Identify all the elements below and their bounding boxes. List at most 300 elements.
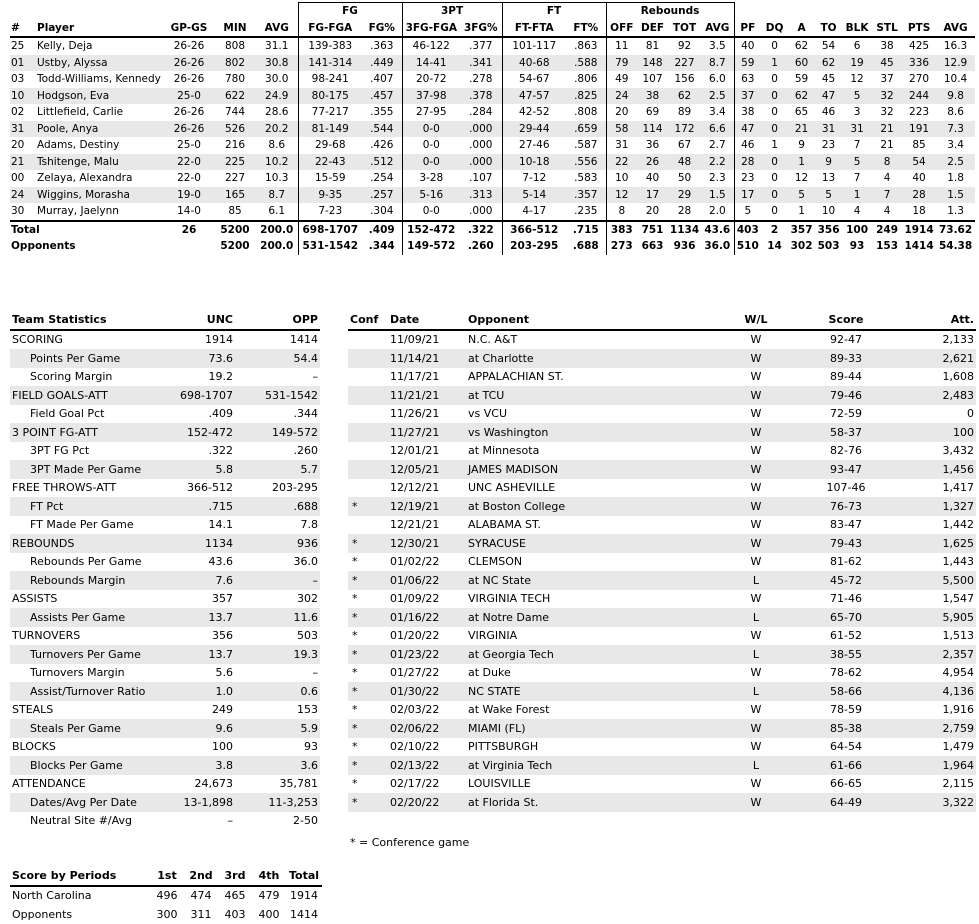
group-header: FG: [298, 3, 402, 20]
stat-cell: .304: [370, 205, 394, 217]
opponent-name: at Charlotte: [468, 351, 534, 365]
attendance: 5,905: [942, 610, 974, 624]
stat-cell: 12: [850, 73, 864, 85]
stat-cell: 4: [883, 172, 891, 184]
stat-cell: .344: [368, 240, 395, 252]
player-row: [10, 154, 975, 171]
stat-cell: 79: [606, 55, 637, 72]
stat-cell: 356: [815, 221, 842, 239]
stat-cell: 6.0: [708, 73, 726, 85]
stat-cell: 92: [677, 40, 692, 52]
conf-flag: *: [352, 536, 358, 550]
stat-cell: 5: [853, 89, 861, 102]
stat-label: SCORING: [12, 333, 63, 346]
stat-label: Assist/Turnover Ratio: [30, 684, 146, 698]
unc-value: 14.1: [208, 518, 233, 531]
stat-label: FREE THROWS-ATT: [12, 481, 117, 494]
column-header: Total: [286, 866, 322, 886]
stat-label: Dates/Avg Per Date: [30, 795, 137, 809]
stat-cell: 744: [224, 106, 246, 118]
stat-cell: 302: [790, 240, 813, 252]
attendance: 1,442: [942, 518, 974, 531]
stat-cell: 20: [606, 104, 637, 121]
stat-cell: 751: [637, 221, 668, 239]
column-header: 3FG%: [460, 20, 502, 38]
conf-flag: *: [352, 666, 358, 679]
stat-cell: 227: [224, 172, 246, 184]
stat-cell: 3: [853, 106, 861, 118]
game-score: 83-47: [830, 518, 862, 531]
player-row: [10, 104, 975, 121]
stat-cell: 9.8: [947, 89, 964, 102]
game-date: 11/27/21: [390, 425, 440, 439]
unc-value: 73.6: [208, 351, 233, 365]
stat-cell: 273: [606, 238, 637, 255]
stat-cell: 5200: [220, 240, 250, 252]
stat-cell: 38: [645, 89, 660, 102]
stat-cell: 62: [677, 89, 692, 102]
game-row: [348, 571, 976, 590]
stat-cell: 59: [794, 73, 809, 85]
stat-cell: 36.0: [704, 240, 731, 252]
stat-cell: 26-26: [173, 122, 205, 135]
stat-cell: 249: [872, 221, 902, 239]
score-by-periods-header: [10, 866, 322, 886]
stat-cell: 42-52: [502, 104, 566, 121]
game-row: [348, 516, 976, 535]
game-row: [348, 756, 976, 775]
game-score: 71-46: [830, 592, 862, 605]
opp-value: 149-572: [272, 425, 318, 439]
conf-flag: [348, 442, 388, 461]
opp-value: 3.6: [300, 758, 318, 772]
stat-label: ASSISTS: [12, 592, 58, 605]
stat-cell: 54: [912, 155, 926, 168]
conf-flag: [348, 330, 388, 350]
stat-cell: 8.6: [268, 139, 286, 151]
stat-cell: .363: [370, 40, 394, 52]
stat-cell: 200.0: [256, 221, 298, 239]
stat-cell: 5200: [214, 221, 256, 239]
stat-cell: 31: [11, 122, 25, 135]
game-date: 12/21/21: [390, 518, 440, 531]
stat-cell: 223: [909, 106, 930, 118]
win-loss: W: [750, 444, 762, 457]
stat-cell: 23: [734, 170, 761, 187]
column-header: Score: [794, 310, 898, 330]
stat-cell: 19-0: [177, 188, 201, 201]
unc-value: 3.8: [215, 758, 233, 772]
opponent-name: VIRGINIA TECH: [468, 592, 551, 605]
stat-cell: 503: [817, 240, 840, 252]
opponent-name: CLEMSON: [468, 555, 523, 568]
stat-cell: 403: [734, 221, 761, 239]
stat-cell: 148: [642, 56, 663, 69]
stat-cell: 25: [11, 40, 25, 52]
stat-cell: .313: [469, 188, 493, 201]
opponent-name: VIRGINIA: [468, 629, 518, 642]
team-stat-row: [10, 534, 320, 553]
stat-cell: 526: [224, 122, 246, 135]
stat-cell: 1134: [668, 221, 701, 239]
stat-cell: 156: [674, 73, 695, 85]
stat-cell: 3.4: [708, 106, 726, 118]
opponent-name: SYRACUSE: [468, 536, 526, 550]
game-score: 89-33: [830, 351, 862, 365]
unc-value: 357: [212, 592, 233, 605]
game-score: 79-46: [830, 388, 862, 402]
attendance: 2,357: [942, 647, 974, 661]
conf-flag: *: [352, 629, 358, 642]
game-date: 01/30/22: [390, 684, 440, 698]
period-score: 496: [156, 889, 178, 902]
opp-value: .260: [293, 444, 318, 457]
game-score: 66-65: [830, 777, 862, 790]
stat-cell: .863: [574, 40, 598, 52]
stat-cell: 2: [761, 221, 788, 239]
conf-flag: *: [352, 795, 358, 809]
stat-cell: 663: [641, 240, 664, 252]
attendance: 1,916: [942, 703, 974, 716]
column-header: AVG: [701, 20, 734, 38]
stat-cell: .457: [370, 89, 394, 102]
stat-cell: [164, 238, 214, 255]
conf-flag: [348, 386, 388, 405]
stat-cell: 29-68: [298, 137, 362, 154]
opp-value: 936: [297, 536, 318, 550]
stat-cell: 7: [883, 188, 891, 201]
conference-game-note: * = Conference game: [350, 836, 470, 849]
team-stat-row: [10, 793, 320, 812]
stat-cell: 85: [228, 205, 242, 217]
stat-cell: 4: [853, 205, 861, 217]
stat-cell: 26: [164, 221, 214, 239]
spacer-cell: [734, 3, 975, 20]
column-header: Conf: [348, 310, 388, 330]
stat-label: Neutral Site #/Avg: [30, 814, 133, 827]
win-loss: W: [750, 333, 762, 346]
stat-cell: 22-0: [177, 155, 201, 168]
game-date: 12/30/21: [390, 536, 440, 550]
team-stat-row: [10, 608, 320, 627]
unc-value: 13-1,898: [183, 795, 233, 809]
unc-value: 24,673: [194, 777, 233, 790]
team-label: North Carolina: [12, 889, 92, 902]
opponent-name: UNC ASHEVILLE: [468, 481, 556, 494]
opponent-name: vs VCU: [468, 407, 507, 420]
stat-label: 3PT Made Per Game: [30, 462, 142, 476]
stat-cell: .000: [469, 205, 493, 217]
game-row: [348, 534, 976, 553]
column-header: #: [10, 20, 36, 38]
stat-cell: 49: [606, 71, 637, 88]
stat-cell: 10: [606, 170, 637, 187]
stat-cell: 16.3: [943, 40, 968, 52]
stat-cell: 9: [825, 155, 832, 168]
win-loss: W: [750, 777, 762, 790]
game-row: [348, 719, 976, 738]
stat-cell: 100: [842, 221, 872, 239]
unc-value: 7.6: [215, 573, 233, 587]
stat-cell: 383: [606, 221, 637, 239]
unc-value: 100: [212, 740, 233, 753]
stat-cell: 2.2: [708, 155, 726, 168]
group-header: Rebounds: [606, 3, 734, 20]
game-date: 11/17/21: [390, 370, 440, 383]
player-row: [10, 187, 975, 204]
stat-cell: 26: [645, 155, 660, 168]
stat-cell: 165: [224, 188, 246, 201]
stat-cell: 244: [909, 89, 930, 102]
periods-header-row: [10, 866, 322, 886]
opponent-name: at TCU: [468, 388, 505, 402]
game-score: 92-47: [830, 333, 862, 346]
stat-cell: 622: [224, 89, 246, 102]
attendance: 3,432: [942, 444, 974, 457]
stat-cell: 936: [673, 240, 696, 252]
win-loss: W: [750, 481, 762, 494]
game-date: 01/02/22: [390, 555, 440, 568]
win-loss: L: [752, 610, 760, 624]
stat-cell: .806: [574, 73, 598, 85]
score-by-periods-table: [10, 866, 322, 924]
roster-group-row: [10, 3, 975, 20]
stat-cell: 63: [734, 71, 761, 88]
opp-value: 203-295: [272, 481, 318, 494]
win-loss: W: [750, 795, 762, 809]
opp-value: 5.7: [300, 462, 318, 476]
stat-cell: 46-122: [402, 37, 460, 55]
opponent-name: JAMES MADISON: [468, 462, 559, 476]
stat-cell: 29-44: [502, 121, 566, 138]
win-loss: W: [750, 370, 762, 383]
stat-cell: 98-241: [298, 71, 362, 88]
game-row: [348, 793, 976, 812]
game-row: [348, 368, 976, 387]
win-loss: W: [750, 536, 762, 550]
stat-cell: 357: [788, 221, 815, 239]
conf-flag: [348, 405, 388, 424]
attendance: 100: [953, 425, 974, 439]
game-score: 82-76: [830, 444, 862, 457]
column-header: 2nd: [184, 866, 218, 886]
win-loss: W: [750, 592, 762, 605]
game-date: 02/10/22: [390, 740, 440, 753]
stat-label: Assists Per Game: [30, 610, 126, 624]
attendance: 1,479: [942, 740, 974, 753]
stat-cell: 107: [642, 73, 663, 85]
game-date: 01/23/22: [390, 647, 440, 661]
stat-cell: 0: [771, 40, 778, 52]
game-row: [348, 775, 976, 794]
stat-label: REBOUNDS: [12, 536, 75, 550]
team-stat-row: [10, 442, 320, 461]
game-row: [348, 423, 976, 442]
stat-label: Blocks Per Game: [30, 758, 123, 772]
opp-value: 35,781: [279, 777, 318, 790]
opponent-name: at Boston College: [468, 499, 566, 513]
column-header: FT-FTA: [502, 20, 566, 38]
stat-cell: Ustby, Alyssa: [37, 56, 108, 69]
unc-value: 1.0: [215, 684, 233, 698]
stat-cell: 47-57: [502, 88, 566, 105]
stat-cell: 62: [821, 56, 836, 69]
stat-cell: .378: [469, 89, 493, 102]
attendance: 2,621: [942, 351, 974, 365]
game-date: 11/21/21: [390, 388, 440, 402]
stat-cell: 67: [677, 139, 692, 151]
stat-cell: 14-41: [402, 55, 460, 72]
stat-cell: 3-28: [402, 170, 460, 187]
stat-cell: 152-472: [402, 221, 460, 239]
stat-cell: 48: [677, 155, 692, 168]
stat-cell: 8.7: [708, 56, 726, 69]
unc-value: .409: [208, 407, 233, 420]
stat-cell: 12: [606, 187, 637, 204]
win-loss: W: [750, 388, 762, 402]
stat-cell: 698-1707: [298, 221, 362, 239]
stat-cell: 00: [11, 172, 25, 184]
opp-value: 302: [297, 592, 318, 605]
stat-cell: 225: [224, 155, 246, 168]
stat-label: Steals Per Game: [30, 721, 121, 735]
opponent-name: at Notre Dame: [468, 610, 550, 624]
game-row: [348, 645, 976, 664]
stat-cell: 1.5: [947, 188, 964, 201]
stat-cell: 5: [734, 203, 761, 221]
opp-value: –: [312, 370, 318, 383]
stat-cell: 2.0: [708, 205, 726, 217]
stat-cell: 11: [606, 37, 637, 55]
stat-cell: 0: [771, 205, 778, 217]
team-stat-row: [10, 775, 320, 794]
game-row: [348, 330, 976, 350]
stat-cell: 780: [224, 73, 246, 85]
stat-cell: 141-314: [298, 55, 362, 72]
unc-value: 13.7: [208, 647, 233, 661]
unc-value: .715: [208, 499, 233, 513]
stat-cell: 26-26: [173, 73, 205, 85]
stat-label: 3PT FG Pct: [30, 444, 90, 457]
stat-cell: 10-18: [502, 154, 566, 171]
opp-value: 36.0: [293, 555, 318, 568]
game-date: 12/12/21: [390, 481, 440, 494]
stat-cell: 7-12: [502, 170, 566, 187]
stat-cell: Adams, Destiny: [37, 139, 120, 151]
game-date: 01/06/22: [390, 573, 440, 587]
stat-cell: .257: [370, 188, 394, 201]
game-row: [348, 682, 976, 701]
column-header: Player: [36, 20, 164, 38]
column-header: AVG: [936, 20, 975, 38]
conf-flag: *: [352, 777, 358, 790]
stat-cell: .322: [460, 221, 502, 239]
stat-label: Turnovers Margin: [30, 666, 125, 679]
stat-cell: 10.2: [265, 155, 289, 168]
game-date: 02/13/22: [390, 758, 440, 772]
row-label: Total: [10, 221, 164, 239]
unc-value: 1134: [205, 536, 233, 550]
conf-flag: *: [352, 573, 358, 587]
stat-cell: 7: [853, 139, 861, 151]
stat-cell: 1: [798, 155, 805, 168]
win-loss: W: [750, 629, 762, 642]
stat-cell: 40: [645, 172, 660, 184]
stat-cell: 8: [606, 203, 637, 221]
game-score: 58-37: [830, 425, 862, 439]
column-header: MIN: [214, 20, 256, 38]
team-stat-row: [10, 460, 320, 479]
attendance: 1,327: [942, 499, 974, 513]
stat-cell: Poole, Anya: [37, 122, 99, 135]
stat-label: Scoring Margin: [30, 370, 113, 383]
stat-cell: 7: [853, 172, 861, 184]
opponent-name: PITTSBURGH: [468, 740, 539, 753]
team-stat-row: [10, 571, 320, 590]
stat-cell: 1.8: [947, 172, 964, 184]
opponent-name: at Wake Forest: [468, 703, 550, 716]
stat-cell: 30.0: [265, 73, 289, 85]
game-score: 58-66: [830, 684, 862, 698]
stat-cell: .587: [574, 139, 598, 151]
stat-cell: .688: [572, 240, 599, 252]
stat-cell: 21: [880, 122, 894, 135]
attendance: 1,964: [942, 758, 974, 772]
game-row: [348, 405, 976, 424]
game-date: 12/05/21: [390, 462, 440, 476]
unc-value: –: [227, 814, 233, 827]
stat-cell: 27-46: [502, 137, 566, 154]
stat-cell: 2.5: [947, 155, 964, 168]
stat-cell: 31.1: [265, 40, 289, 52]
stat-cell: 802: [224, 56, 246, 69]
column-header: 1st: [150, 866, 184, 886]
stat-cell: 28.6: [265, 106, 289, 118]
stat-cell: 54-67: [502, 71, 566, 88]
stat-cell: 24: [11, 188, 25, 201]
game-date: 12/19/21: [390, 499, 440, 513]
stat-cell: 30: [11, 205, 25, 217]
player-stats-table: [10, 2, 975, 255]
game-date: 01/27/22: [390, 666, 440, 679]
opp-value: 1414: [290, 333, 318, 346]
player-row: [10, 71, 975, 88]
stat-cell: 80-175: [298, 88, 362, 105]
unc-value: 1914: [205, 333, 233, 346]
opp-value: 5.9: [300, 721, 318, 735]
unc-value: 5.8: [215, 462, 233, 476]
game-score: 64-49: [830, 795, 862, 809]
game-score: 65-70: [830, 610, 862, 624]
team-stat-row: [10, 386, 320, 405]
spacer-cell: [10, 3, 298, 20]
stat-cell: Wiggins, Morasha: [37, 188, 130, 201]
stat-label: ATTENDANCE: [12, 777, 86, 790]
stat-cell: 32: [880, 106, 894, 118]
opponent-name: LOUISVILLE: [468, 777, 531, 790]
stat-cell: Littlefield, Carlie: [37, 106, 124, 118]
game-row: [348, 627, 976, 646]
stat-cell: Tshitenge, Malu: [37, 155, 119, 168]
stat-cell: 10: [821, 205, 836, 217]
stat-cell: 6.1: [268, 205, 286, 217]
game-date: 12/01/21: [390, 444, 440, 457]
column-header: Date: [388, 310, 466, 330]
conf-flag: *: [352, 740, 358, 753]
team-stat-row: [10, 664, 320, 683]
attendance: 1,456: [942, 462, 974, 476]
stat-cell: .556: [574, 155, 598, 168]
